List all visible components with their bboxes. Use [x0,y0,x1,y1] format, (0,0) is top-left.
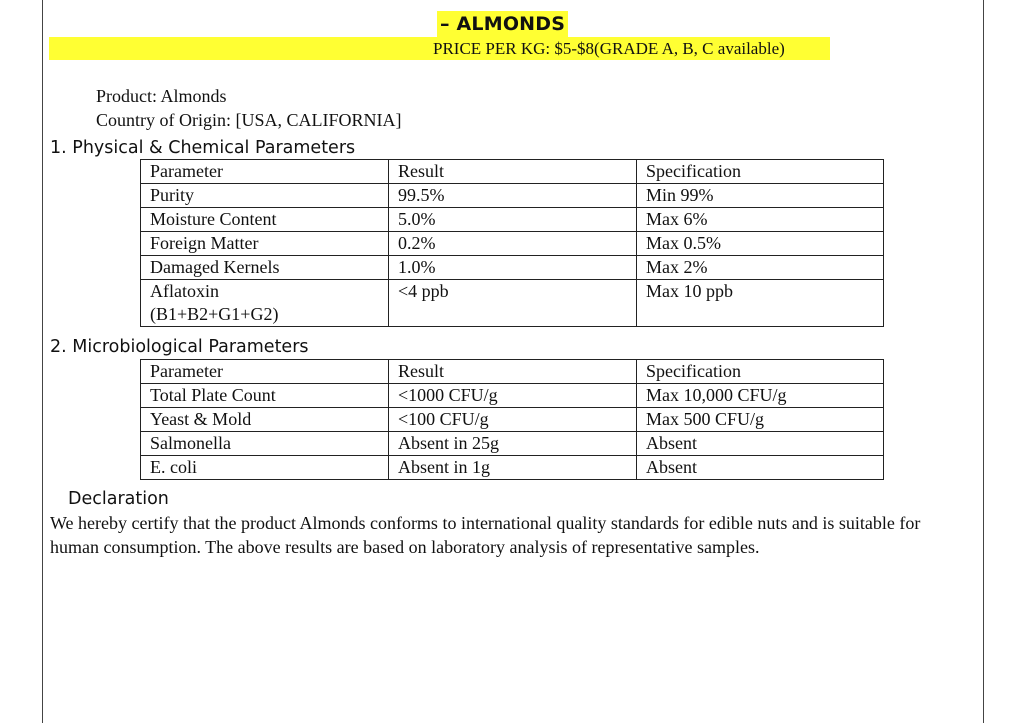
parameter-cell: Damaged Kernels [141,256,389,280]
column-header: Parameter [141,160,389,184]
table-header-row [141,160,884,184]
result-cell: <1000 CFU/g [389,384,637,408]
column-header: Result [389,160,637,184]
table-row [141,280,884,327]
declaration-heading: Declaration [68,489,169,509]
result-cell: Absent in 1g [389,456,637,480]
result-cell: Absent in 25g [389,432,637,456]
specification-cell: Max 2% [637,256,884,280]
table-row [141,456,884,480]
specification-cell: Absent [637,432,884,456]
parameter-cell: Purity [141,184,389,208]
aflatoxin-label: Aflatoxin [150,281,219,301]
physical-parameters-table [140,159,884,327]
specification-cell: Max 10,000 CFU/g [637,384,884,408]
physical-section-heading: 1. Physical & Chemical Parameters [50,138,356,158]
table-header-row [141,360,884,384]
parameter-cell: Total Plate Count [141,384,389,408]
specification-cell: Max 500 CFU/g [637,408,884,432]
result-cell: <100 CFU/g [389,408,637,432]
table-row [141,256,884,280]
result-cell: 1.0% [389,256,637,280]
country-of-origin: Country of Origin: [USA, CALIFORNIA] [96,110,402,130]
result-cell: 5.0% [389,208,637,232]
result-cell: 99.5% [389,184,637,208]
parameter-cell: Yeast & Mold [141,408,389,432]
table-row [141,432,884,456]
specification-cell: Max 10 ppb [637,280,884,327]
micro-section-heading: 2. Microbiological Parameters [50,337,309,357]
column-header: Specification [637,160,884,184]
document-title: – ALMONDS [437,11,568,37]
table-row [141,408,884,432]
column-header: Parameter [141,360,389,384]
product-name: Product: Almonds [96,86,227,106]
microbiological-parameters-table [140,359,884,480]
column-header: Result [389,360,637,384]
result-cell: 0.2% [389,232,637,256]
result-cell: <4 ppb [389,280,637,327]
parameter-cell: Moisture Content [141,208,389,232]
parameter-cell [141,280,389,327]
parameter-cell: Foreign Matter [141,232,389,256]
specification-cell: Absent [637,456,884,480]
table-row [141,384,884,408]
specification-cell: Max 6% [637,208,884,232]
parameter-cell: E. coli [141,456,389,480]
table-row [141,208,884,232]
specification-cell: Max 0.5% [637,232,884,256]
aflatoxin-sub-label: (B1+B2+G1+G2) [150,304,279,324]
column-header: Specification [637,360,884,384]
table-row [141,184,884,208]
parameter-cell: Salmonella [141,432,389,456]
declaration-text: We hereby certify that the product Almonds conforms to international quality standards for edible nuts and is suitable for human consumption. The above results are based on laboratory analysis of representative samples. [50,513,921,557]
table-row [141,232,884,256]
price-line: PRICE PER KG: $5-$8(GRADE A, B, C available) [433,39,785,58]
specification-cell: Min 99% [637,184,884,208]
